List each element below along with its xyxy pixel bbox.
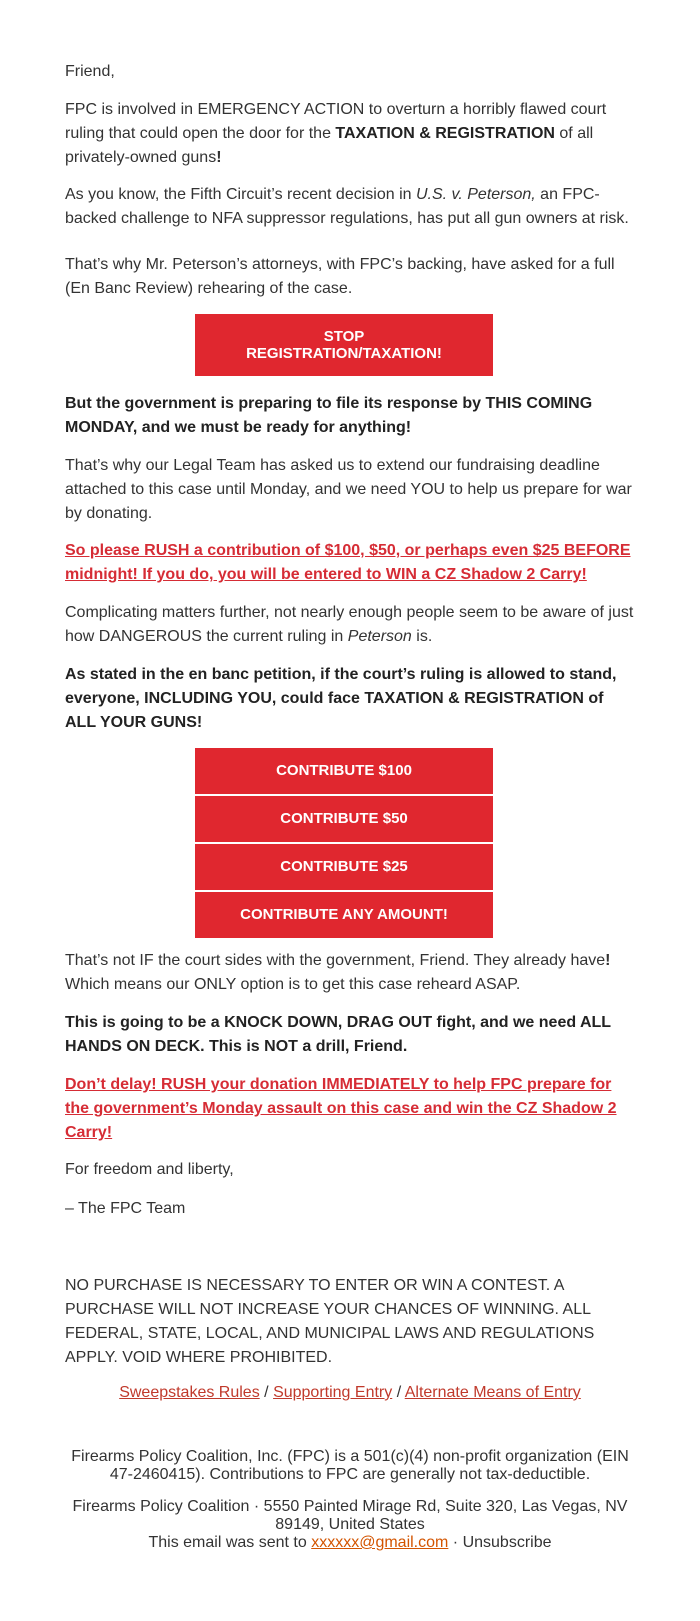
legal-team-paragraph: That’s why our Legal Team has asked us to extend our fundraising deadline attached to this case until Monday, and we need YOU to help us prepare for war by donating. [65, 457, 632, 522]
complicating-text-2: is. [411, 628, 433, 645]
not-if-text-1: That’s not IF the court sides with the government, Friend. They already have [65, 952, 606, 969]
intro-text-2: of all privately-owned guns [65, 125, 594, 166]
case-name: U.S. v. Peterson, [415, 186, 536, 203]
sent-to-line [65, 1534, 635, 1552]
complicating-paragraph [65, 601, 635, 649]
not-if-paragraph [65, 949, 635, 997]
link-separator: / [396, 1384, 402, 1401]
signoff: For freedom and liberty, [65, 1161, 234, 1178]
org-notice: Firearms Policy Coalition, Inc. (FPC) is a 501(c)(4) non-profit organization (EIN 47-2460415). Contributions to FPC are generally not tax-deductible. [71, 1448, 629, 1483]
mailing-address: Firearms Policy Coalition · 5550 Painted Mirage Rd, Suite 320, Las Vegas, NV 89149, United States [72, 1498, 628, 1533]
contribute-100-button[interactable]: CONTRIBUTE $100 [195, 748, 493, 794]
unsubscribe-link[interactable]: Unsubscribe [462, 1534, 552, 1551]
intro-exclaim: ! [216, 149, 222, 166]
not-if-text-2: Which means our ONLY option is to get this case reheard ASAP. [65, 976, 521, 993]
fifth-circuit-text-1: As you know, the Fifth Circuit’s recent decision in [65, 186, 416, 203]
dont-delay-paragraph [65, 1073, 635, 1145]
sent-to-prefix: This email was sent to [148, 1534, 312, 1551]
intro-bold: TAXATION & REGISTRATION [335, 125, 555, 142]
sweepstakes-rules-link[interactable]: Sweepstakes Rules [119, 1384, 260, 1401]
contribute-button-group [195, 748, 493, 940]
stop-button-line1: STOP [323, 328, 365, 345]
fifth-circuit-paragraph [65, 183, 635, 231]
stop-button-line2: REGISTRATION/TAXATION! [246, 345, 442, 362]
contribute-50-button[interactable]: CONTRIBUTE $50 [195, 796, 493, 842]
rush-paragraph [65, 539, 635, 587]
petition-warning: As stated in the en banc petition, if the court’s ruling is allowed to stand, everyone, INCLUDING YOU, could face TAXATION & REGISTRATION of ALL YOUR GUNS! [65, 666, 617, 731]
recipient-email-link[interactable]: xxxxxx@gmail.com [311, 1534, 449, 1551]
intro-paragraph [65, 98, 635, 170]
sweepstakes-disclaimer: NO PURCHASE IS NECESSARY TO ENTER OR WIN A CONTEST. A PURCHASE WILL NOT INCREASE YOUR CHANCES OF WINNING. ALL FEDERAL, STATE, LOCAL, AND MUNICIPAL LAWS AND REGULATIONS APPLY. VOID WHERE PROHIBITED. [65, 1277, 595, 1366]
complicating-text-1: Complicating matters further, not nearly enough people seem to be aware of just how DANGEROUS the current ruling in [65, 604, 634, 645]
attorneys-paragraph: That’s why Mr. Peterson’s attorneys, with FPC’s backing, have asked for a full (En Banc Review) rehearing of the case. [65, 256, 615, 297]
stop-registration-button[interactable] [195, 314, 493, 376]
link-separator: / [264, 1384, 269, 1401]
supporting-entry-link[interactable]: Supporting Entry [273, 1384, 393, 1401]
fifth-circuit-text-2: an FPC-backed challenge to NFA suppressor regulations, has put all gun owners at risk. [65, 186, 629, 227]
dont-delay-link[interactable]: Don’t delay! RUSH your donation IMMEDIATELY to help FPC prepare for the government’s Monday assault on this case and win the CZ Shadow 2 Carry! [65, 1076, 617, 1141]
signature: – The FPC Team [65, 1200, 186, 1217]
sweepstakes-links [65, 1382, 635, 1404]
greeting: Friend, [65, 63, 115, 80]
intro-text-1: FPC is involved in EMERGENCY ACTION to overturn a horribly flawed court ruling that could open the door for the [65, 101, 607, 142]
rush-contribution-link[interactable]: So please RUSH a contribution of $100, $50, or perhaps even $25 BEFORE midnight! If you do, you will be entered to WIN a CZ Shadow 2 Carry! [65, 542, 631, 583]
knockdown-paragraph: This is going to be a KNOCK DOWN, DRAG OUT fight, and we need ALL HANDS ON DECK. This is NOT a drill, Friend. [65, 1014, 611, 1055]
contribute-any-amount-button[interactable]: CONTRIBUTE ANY AMOUNT! [195, 892, 493, 938]
peterson-italic: Peterson [347, 628, 412, 645]
government-warning: But the government is preparing to file its response by THIS COMING MONDAY, and we must be ready for anything! [65, 395, 593, 436]
sent-to-separator: · [448, 1534, 463, 1551]
not-if-exclaim: ! [605, 952, 611, 969]
alternate-entry-link[interactable]: Alternate Means of Entry [404, 1384, 581, 1401]
contribute-25-button[interactable]: CONTRIBUTE $25 [195, 844, 493, 890]
